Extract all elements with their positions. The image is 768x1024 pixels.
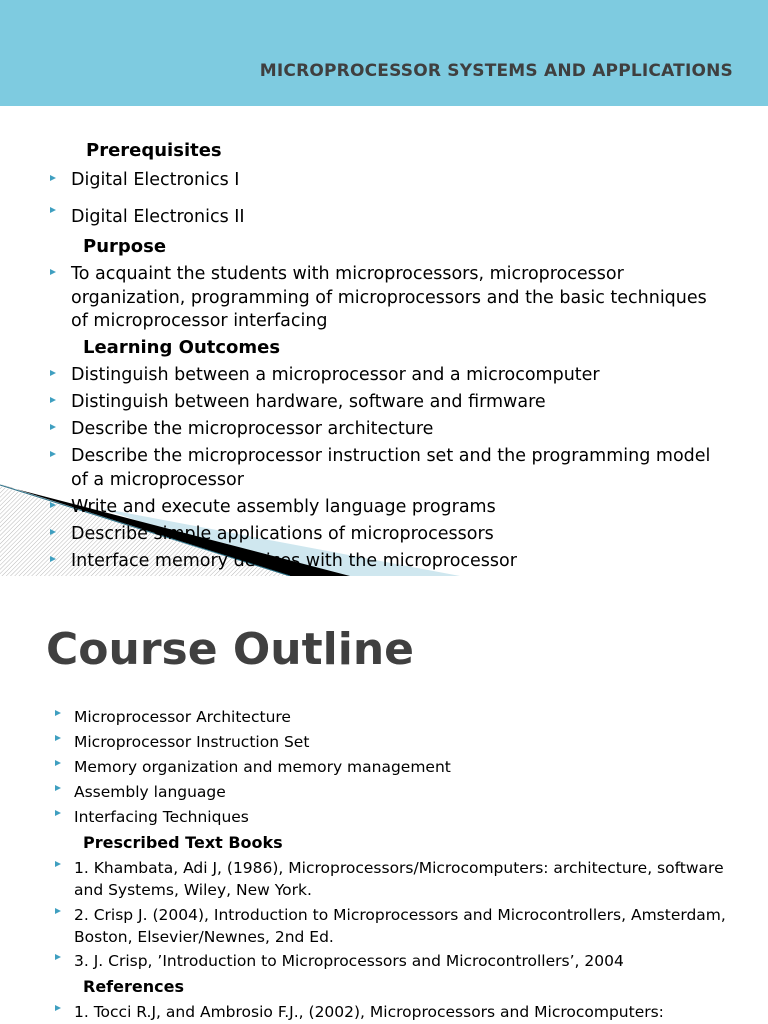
course-title-header: MICROPROCESSOR SYSTEMS AND APPLICATIONS bbox=[259, 61, 733, 81]
bullet-icon bbox=[50, 397, 56, 403]
bullet-icon bbox=[50, 556, 56, 562]
bullet-icon bbox=[55, 1005, 61, 1011]
textbooks-heading: Prescribed Text Books bbox=[83, 833, 283, 852]
bullet-icon bbox=[50, 451, 56, 457]
bullet-icon bbox=[55, 810, 61, 816]
bullet-icon bbox=[55, 735, 61, 741]
bullet-icon bbox=[50, 207, 56, 213]
bullet-icon bbox=[55, 785, 61, 791]
bullet-icon bbox=[50, 502, 56, 508]
learning-outcomes-heading: Learning Outcomes bbox=[83, 337, 281, 358]
purpose-heading: Purpose bbox=[83, 236, 167, 257]
references-heading: References bbox=[83, 977, 184, 996]
bullet-icon bbox=[55, 710, 61, 716]
bullet-icon bbox=[50, 424, 56, 430]
bullet-icon bbox=[55, 760, 61, 766]
bullet-icon bbox=[55, 954, 61, 960]
bullet-icon bbox=[50, 269, 56, 275]
bullet-icon bbox=[50, 175, 56, 181]
slide-course-info: MICROPROCESSOR SYSTEMS AND APPLICATIONS Prerequisites Digital Electronics I Digital Electronics II Purpose To acquaint the students with microprocessors, microprocessor organization, programming of microprocessors and the basic techniques of microprocessor interfacing Learning Outcomes Distinguish between a microprocessor and a microcomputer Distinguish between hardware, software and firmware Describe the microprocessor architecture Describe the microprocessor instruction set and the programming model of a microprocessor Write and execute assembly language programs Describe simple applications of microprocessors Interface memory devices with the microprocessor bbox=[0, 0, 768, 576]
prerequisites-heading: Prerequisites bbox=[86, 140, 222, 161]
bullet-icon bbox=[50, 529, 56, 535]
slide-course-outline: Course Outline Microprocessor Architecture Microprocessor Instruction Set Memory organization and memory management Assembly language Interfacing Techniques Prescribed Text Books 1. Khambata, Adi J, (1986), Microprocessors/Microcomputers: architecture, software and Systems, Wiley, New York. 2. Crisp J. (2004), Introduction to Microprocessors and Microcontrollers, Amsterdam, Boston, Elsevier/Newnes, 2nd Ed. 3. J. Crisp, ’Introduction to Microprocessors and Microcontrollers’, 2004 References 1. Tocci R.J, and Ambrosio F.J., (2002), Microprocessors and Microcomputers: bbox=[0, 576, 768, 1024]
bullet-icon bbox=[50, 370, 56, 376]
header-banner bbox=[0, 0, 768, 106]
bullet-icon bbox=[55, 861, 61, 867]
bullet-icon bbox=[55, 908, 61, 914]
page-title: Course Outline bbox=[46, 624, 414, 675]
